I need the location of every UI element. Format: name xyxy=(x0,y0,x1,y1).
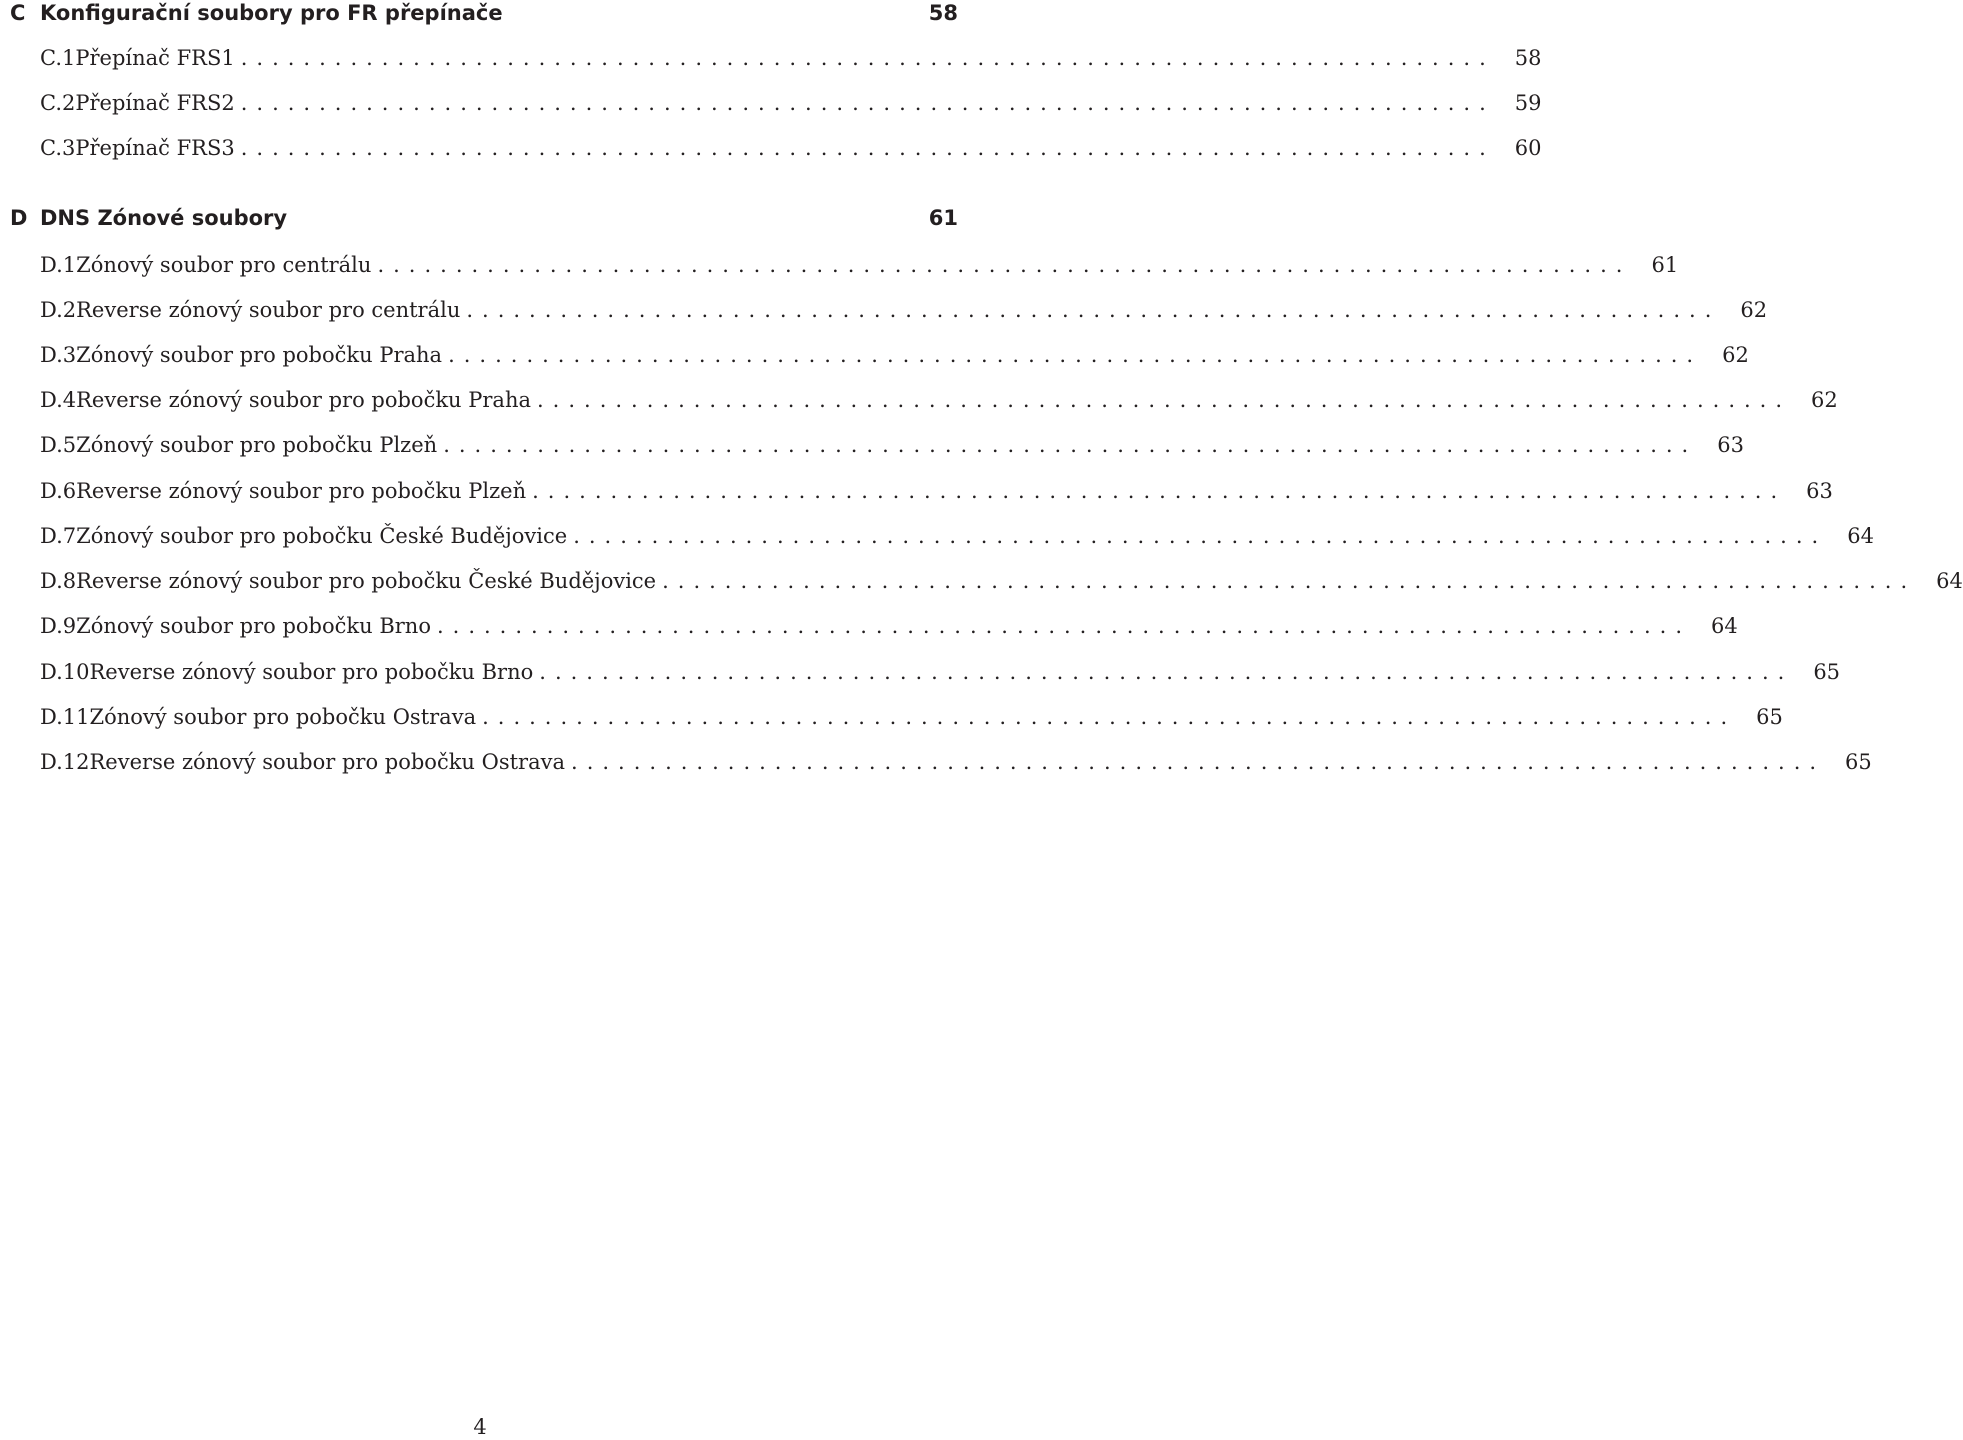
toc-entry-d11[interactable] xyxy=(40,702,1783,732)
chapter-page-number: 58 xyxy=(928,1,958,25)
entry-title: Zónový soubor pro pobočku Brno xyxy=(76,614,431,638)
chapter-letter: C xyxy=(10,1,26,25)
entry-page-number: 61 xyxy=(1651,253,1679,277)
leader-dots: ................................................................................ xyxy=(240,91,1495,115)
entry-title: Reverse zónový soubor pro centrálu xyxy=(76,298,461,322)
entry-page-number: 60 xyxy=(1514,136,1542,160)
entry-number: D.7 xyxy=(40,524,77,548)
leader-dots: ................................................................................ xyxy=(573,524,1828,548)
chapter-title: DNS Zónové soubory xyxy=(40,206,288,230)
entry-page-number: 65 xyxy=(1813,660,1841,684)
entry-number: D.5 xyxy=(40,433,77,457)
toc-chapter-c[interactable] xyxy=(10,0,958,28)
toc-entry-d7[interactable] xyxy=(40,521,1874,551)
toc-chapter-d[interactable] xyxy=(10,203,958,233)
chapter-letter: D xyxy=(10,206,28,230)
toc-entry-d4[interactable] xyxy=(40,385,1838,415)
leader-dots: ................................................................................ xyxy=(539,660,1794,684)
entry-title: Reverse zónový soubor pro pobočku Praha xyxy=(76,388,531,412)
toc-entry-d8[interactable] xyxy=(40,566,1963,596)
toc-entry-c2[interactable] xyxy=(40,88,1542,118)
entry-page-number: 64 xyxy=(1847,524,1874,548)
chapter-title: Konfigurační soubory pro FR přepínače xyxy=(40,1,503,25)
entry-page-number: 62 xyxy=(1811,388,1838,412)
entry-title: Zónový soubor pro pobočku České Budějovice xyxy=(76,524,568,548)
page-number-footer: 4 xyxy=(473,1415,487,1439)
leader-dots: ................................................................................ xyxy=(240,46,1495,70)
leader-dots: ................................................................................ xyxy=(537,388,1792,412)
leader-dots: ................................................................................ xyxy=(662,569,1917,593)
entry-title: Zónový soubor pro pobočku Ostrava xyxy=(89,705,477,729)
entry-number: C.1 xyxy=(40,46,76,70)
entry-number: C.2 xyxy=(40,91,76,115)
entry-title: Zónový soubor pro pobočku Plzeň xyxy=(76,433,438,457)
entry-number: D.2 xyxy=(40,298,77,322)
entry-page-number: 59 xyxy=(1514,91,1542,115)
toc-entry-c1[interactable] xyxy=(40,43,1542,73)
toc-entry-c3[interactable] xyxy=(40,133,1542,163)
leader-dots: ................................................................................ xyxy=(436,614,1692,638)
entry-title: Zónový soubor pro centrálu xyxy=(76,253,372,277)
entry-title: Reverse zónový soubor pro pobočku České Budějovice xyxy=(76,569,657,593)
entry-number: D.11 xyxy=(40,705,90,729)
leader-dots: ................................................................................ xyxy=(377,253,1632,277)
entry-number: D.3 xyxy=(40,343,77,367)
entry-page-number: 58 xyxy=(1514,46,1542,70)
toc-entry-d1[interactable] xyxy=(40,250,1679,280)
entry-page-number: 62 xyxy=(1722,343,1749,367)
entry-title: Přepínač FRS3 xyxy=(75,136,235,160)
toc-entry-d3[interactable] xyxy=(40,340,1749,370)
entry-number: D.10 xyxy=(40,660,90,684)
entry-title: Přepínač FRS2 xyxy=(75,91,235,115)
toc-entry-d6[interactable] xyxy=(40,476,1833,506)
leader-dots: ................................................................................ xyxy=(448,343,1703,367)
entry-number: C.3 xyxy=(40,136,76,160)
toc-entry-d2[interactable] xyxy=(40,295,1768,325)
toc-entry-d5[interactable] xyxy=(40,430,1744,460)
entry-number: D.1 xyxy=(40,253,77,277)
toc-entry-d10[interactable] xyxy=(40,657,1841,687)
leader-dots: ................................................................................ xyxy=(466,298,1721,322)
leader-dots: ................................................................................ xyxy=(532,479,1787,503)
entry-page-number: 64 xyxy=(1936,569,1963,593)
entry-number: D.6 xyxy=(40,479,77,503)
entry-page-number: 63 xyxy=(1806,479,1833,503)
entry-page-number: 65 xyxy=(1756,705,1783,729)
entry-title: Zónový soubor pro pobočku Praha xyxy=(76,343,443,367)
toc-entry-d9[interactable] xyxy=(40,611,1738,641)
leader-dots: ................................................................................ xyxy=(571,750,1826,774)
leader-dots: ................................................................................ xyxy=(240,136,1495,160)
entry-page-number: 64 xyxy=(1711,614,1738,638)
chapter-page-number: 61 xyxy=(928,206,958,230)
entry-page-number: 63 xyxy=(1717,433,1744,457)
entry-number: D.4 xyxy=(40,388,77,412)
leader-dots: ................................................................................ xyxy=(482,705,1737,729)
entry-title: Reverse zónový soubor pro pobočku Plzeň xyxy=(76,479,527,503)
entry-title: Reverse zónový soubor pro pobočku Brno xyxy=(89,660,534,684)
entry-number: D.8 xyxy=(40,569,77,593)
entry-title: Reverse zónový soubor pro pobočku Ostrava xyxy=(89,750,566,774)
entry-page-number: 62 xyxy=(1740,298,1768,322)
entry-page-number: 65 xyxy=(1845,750,1872,774)
toc-entry-d12[interactable] xyxy=(40,747,1872,777)
entry-number: D.12 xyxy=(40,750,90,774)
entry-number: D.9 xyxy=(40,614,77,638)
entry-title: Přepínač FRS1 xyxy=(75,46,235,70)
leader-dots: ................................................................................ xyxy=(443,433,1698,457)
